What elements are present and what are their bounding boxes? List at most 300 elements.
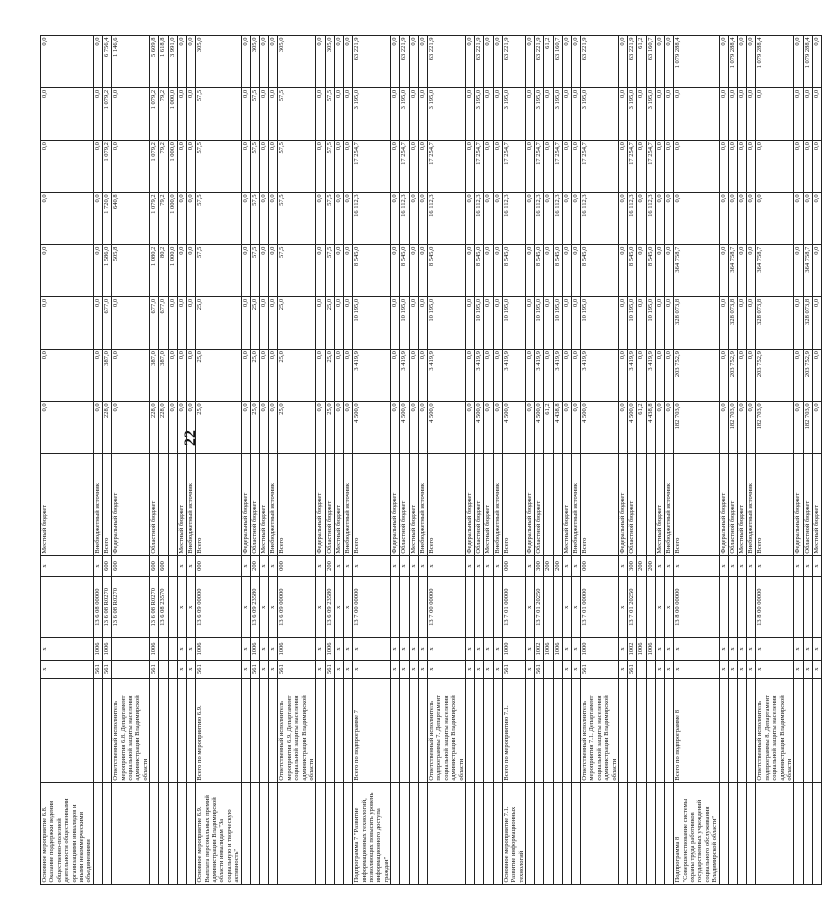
gr-code-cell (646, 660, 655, 678)
target-code-cell (41, 577, 94, 638)
responsible-cell (260, 678, 269, 783)
value-cell: 10 195,0 (353, 297, 391, 349)
value-cell: 0,0 (619, 245, 628, 297)
expense-type-cell: x (562, 556, 571, 577)
source-cell: Всего (502, 454, 525, 556)
source-cell: Федеральный бюджет (112, 454, 150, 556)
value-cell: 0,0 (93, 245, 102, 297)
event-cell (241, 783, 250, 885)
value-cell: 1 000,0 (168, 140, 177, 192)
value-cell: 0,0 (619, 192, 628, 244)
section-code-cell: 1006 (646, 638, 655, 660)
value-cell: 1 079,2 (150, 192, 159, 244)
value-cell: 0,0 (316, 349, 325, 401)
value-cell: 0,0 (465, 140, 474, 192)
value-cell: 5 609,8 (150, 36, 159, 88)
expense-type-cell: x (241, 556, 250, 577)
value-cell: 0,0 (41, 297, 94, 349)
source-cell: Всего (103, 454, 112, 556)
gr-code-cell: x (525, 660, 534, 678)
table-row (562, 36, 571, 885)
value-cell: 25,0 (278, 401, 316, 453)
gr-code-cell: x (177, 660, 186, 678)
value-cell: 0,0 (418, 245, 427, 297)
value-cell: 3 195,0 (353, 88, 391, 140)
value-cell: 0,0 (177, 192, 186, 244)
value-cell: 0,0 (187, 88, 196, 140)
gr-code-cell: x (334, 660, 343, 678)
event-cell (747, 783, 756, 885)
value-cell: 0,0 (812, 88, 821, 140)
expense-type-cell: 200 (646, 556, 655, 577)
gr-code-cell: x (665, 660, 674, 678)
gr-code-cell: x (619, 660, 628, 678)
value-cell: 0,0 (260, 140, 269, 192)
value-cell: 0,0 (794, 245, 803, 297)
value-cell: 1 000,0 (168, 88, 177, 140)
value-cell: 0,0 (177, 297, 186, 349)
gr-code-cell: x (316, 660, 325, 678)
gr-code-cell: 561 (196, 660, 241, 678)
value-cell: 364 758,7 (674, 245, 719, 297)
event-cell (562, 783, 571, 885)
value-cell: 0,0 (260, 401, 269, 453)
event-cell (269, 783, 278, 885)
value-cell: 328 073,8 (674, 297, 719, 349)
section-code-cell: x (409, 638, 418, 660)
value-cell: 0,0 (269, 192, 278, 244)
value-cell: 0,0 (391, 297, 400, 349)
value-cell: 182 703,0 (756, 401, 794, 453)
table-row (196, 36, 241, 885)
value-cell: 0,0 (738, 140, 747, 192)
event-cell (112, 783, 150, 885)
value-cell: 0,0 (465, 297, 474, 349)
value-cell: 61,2 (637, 36, 646, 88)
section-code-cell: x (719, 638, 728, 660)
value-cell: 0,0 (177, 36, 186, 88)
gr-code-cell: x (728, 660, 737, 678)
value-cell: 0,0 (719, 88, 728, 140)
expense-type-cell: x (728, 556, 737, 577)
value-cell: 0,0 (562, 349, 571, 401)
value-cell: 57,5 (278, 192, 316, 244)
target-code-cell: x (655, 577, 664, 638)
responsible-cell (400, 678, 409, 783)
responsible-cell: Всего по мероприятию 7.1. (502, 678, 525, 783)
value-cell: 3 195,0 (475, 88, 484, 140)
section-code-cell: x (747, 638, 756, 660)
value-cell: 0,0 (168, 401, 177, 453)
value-cell: 17 254,7 (535, 140, 544, 192)
table-row (803, 36, 812, 885)
value-cell: 0,0 (665, 36, 674, 88)
gr-code-cell: x (562, 660, 571, 678)
value-cell: 0,0 (747, 140, 756, 192)
value-cell: 0,0 (409, 88, 418, 140)
value-cell: 3 195,0 (628, 88, 637, 140)
target-code-cell: 13 7 01 20250 (535, 577, 544, 638)
expense-type-cell: x (187, 556, 196, 577)
value-cell: 0,0 (465, 401, 474, 453)
value-cell: 0,0 (177, 349, 186, 401)
section-code-cell: 1000 (581, 638, 619, 660)
table-row (187, 36, 196, 885)
expense-type-cell: x (475, 556, 484, 577)
value-cell: 0,0 (665, 192, 674, 244)
table-row (409, 36, 418, 885)
responsible-cell (637, 678, 646, 783)
value-cell: 0,0 (418, 36, 427, 88)
event-cell (150, 783, 159, 885)
value-cell: 0,0 (812, 297, 821, 349)
gr-code-cell: 561 (150, 660, 159, 678)
table-row (159, 36, 168, 885)
value-cell: 57,5 (196, 245, 241, 297)
expense-type-cell: x (269, 556, 278, 577)
value-cell: 0,0 (493, 245, 502, 297)
value-cell: 3 991,0 (168, 36, 177, 88)
value-cell: 8 545,0 (502, 245, 525, 297)
value-cell: 63 221,9 (353, 36, 391, 88)
value-cell: 0,0 (674, 140, 719, 192)
target-code-cell: x (316, 577, 325, 638)
table-row (812, 36, 821, 885)
value-cell: 0,0 (334, 401, 343, 453)
table-row (738, 36, 747, 885)
gr-code-cell: 561 (278, 660, 316, 678)
value-cell: 57,5 (325, 192, 334, 244)
value-cell: 4 438,8 (646, 401, 655, 453)
event-cell (803, 783, 812, 885)
source-cell (159, 454, 168, 556)
event-cell (719, 783, 728, 885)
responsible-cell (812, 678, 821, 783)
target-code-cell: 13 7 01 00000 (502, 577, 525, 638)
value-cell: 1 000,0 (168, 192, 177, 244)
responsible-cell (535, 678, 544, 783)
value-cell: 0,0 (493, 297, 502, 349)
expense-type-cell: x (334, 556, 343, 577)
value-cell: 25,0 (250, 401, 259, 453)
table-row (400, 36, 409, 885)
source-cell (646, 454, 655, 556)
target-code-cell: x (269, 577, 278, 638)
table-row (93, 36, 102, 885)
value-cell: 0,0 (794, 140, 803, 192)
section-code-cell: x (484, 638, 493, 660)
table-row (544, 36, 553, 885)
source-cell: Федеральный бюджет (465, 454, 474, 556)
value-cell: 16 112,3 (553, 192, 562, 244)
responsible-cell (41, 678, 94, 783)
value-cell: 0,0 (409, 36, 418, 88)
value-cell: 0,0 (41, 140, 94, 192)
value-cell: 0,0 (674, 192, 719, 244)
target-code-cell (794, 577, 803, 638)
value-cell: 0,0 (738, 192, 747, 244)
gr-code-cell: x (465, 660, 474, 678)
value-cell: 1 079 288,4 (756, 36, 794, 88)
value-cell: 0,0 (316, 297, 325, 349)
target-code-cell (747, 577, 756, 638)
value-cell: 4 500,0 (502, 401, 525, 453)
gr-code-cell: x (409, 660, 418, 678)
table-row (637, 36, 646, 885)
target-code-cell: 13 8 00 00000 (674, 577, 719, 638)
expense-type-cell: x (353, 556, 391, 577)
event-cell (728, 783, 737, 885)
gr-code-cell: 561 (628, 660, 637, 678)
responsible-cell: Ответственный исполнитель подпрограммы 7. Департамент социальной защиты населения администрации Владимирской области (427, 678, 465, 783)
value-cell: 0,0 (619, 297, 628, 349)
event-cell (571, 783, 580, 885)
source-cell: Всего (756, 454, 794, 556)
expense-type-cell: x (571, 556, 580, 577)
value-cell: 0,0 (187, 140, 196, 192)
target-code-cell (738, 577, 747, 638)
expense-type-cell: 000 (196, 556, 241, 577)
value-cell: 0,0 (418, 192, 427, 244)
value-cell: 0,0 (525, 140, 534, 192)
value-cell: 0,0 (484, 88, 493, 140)
expense-type-cell: 600 (150, 556, 159, 577)
value-cell: 0,0 (655, 140, 664, 192)
value-cell: 16 112,3 (646, 192, 655, 244)
responsible-cell (655, 678, 664, 783)
event-cell (581, 783, 619, 885)
expense-type-cell: x (343, 556, 352, 577)
responsible-cell (619, 678, 628, 783)
event-cell (637, 783, 646, 885)
section-code-cell: x (427, 638, 465, 660)
value-cell: 10 195,0 (502, 297, 525, 349)
value-cell: 0,0 (665, 140, 674, 192)
value-cell: 16 112,3 (502, 192, 525, 244)
value-cell: 364 758,7 (756, 245, 794, 297)
value-cell: 0,0 (794, 297, 803, 349)
value-cell: 0,0 (241, 401, 250, 453)
value-cell: 3 419,9 (646, 349, 655, 401)
value-cell: 8 545,0 (353, 245, 391, 297)
value-cell: 0,0 (803, 88, 812, 140)
value-cell: 16 112,3 (400, 192, 409, 244)
source-cell: Местный бюджет (334, 454, 343, 556)
target-code-cell: 13 6 08 R0270 (112, 577, 150, 638)
source-cell: Областной бюджет (325, 454, 334, 556)
value-cell: 203 752,9 (756, 349, 794, 401)
budget-table (40, 35, 822, 885)
source-cell: Областной бюджет (250, 454, 259, 556)
expense-type-cell: x (465, 556, 474, 577)
value-cell: 0,0 (112, 88, 150, 140)
value-cell: 0,0 (41, 245, 94, 297)
value-cell: 182 703,0 (674, 401, 719, 453)
responsible-cell (159, 678, 168, 783)
value-cell: 0,0 (637, 245, 646, 297)
value-cell: 1 618,8 (159, 36, 168, 88)
source-cell: Областной бюджет (400, 454, 409, 556)
target-code-cell (418, 577, 427, 638)
target-code-cell (391, 577, 400, 638)
target-code-cell (553, 577, 562, 638)
expense-type-cell: x (812, 556, 821, 577)
responsible-cell (562, 678, 571, 783)
value-cell: 0,0 (391, 88, 400, 140)
value-cell: 57,5 (325, 140, 334, 192)
value-cell: 0,0 (728, 192, 737, 244)
value-cell: 0,0 (409, 401, 418, 453)
value-cell: 16 112,3 (535, 192, 544, 244)
value-cell: 0,0 (334, 245, 343, 297)
source-cell: Местный бюджет (409, 454, 418, 556)
value-cell: 1 080,2 (150, 245, 159, 297)
table-row (674, 36, 719, 885)
expense-type-cell: x (674, 556, 719, 577)
value-cell: 0,0 (241, 192, 250, 244)
value-cell: 0,0 (637, 140, 646, 192)
gr-code-cell: x (41, 660, 94, 678)
gr-code-cell: x (747, 660, 756, 678)
value-cell: 0,0 (544, 297, 553, 349)
value-cell: 0,0 (316, 192, 325, 244)
target-code-cell: 13 6 09 00000 (278, 577, 316, 638)
value-cell: 0,0 (241, 36, 250, 88)
value-cell: 0,0 (756, 192, 794, 244)
source-cell: Внебюджетный источник (187, 454, 196, 556)
value-cell: 63 221,9 (502, 36, 525, 88)
value-cell: 0,0 (484, 192, 493, 244)
value-cell: 0,0 (269, 140, 278, 192)
responsible-cell (738, 678, 747, 783)
table-row (150, 36, 159, 885)
expense-type-cell: 200 (637, 556, 646, 577)
event-cell (325, 783, 334, 885)
event-cell (493, 783, 502, 885)
value-cell: 1 079,2 (103, 140, 112, 192)
table-row (391, 36, 400, 885)
value-cell: 10 195,0 (553, 297, 562, 349)
value-cell: 17 254,7 (646, 140, 655, 192)
expense-type-cell: x (525, 556, 534, 577)
value-cell: 0,0 (525, 401, 534, 453)
value-cell: 0,0 (665, 245, 674, 297)
table-row (646, 36, 655, 885)
value-cell: 0,0 (409, 245, 418, 297)
value-cell: 17 254,7 (553, 140, 562, 192)
expense-type-cell: x (400, 556, 409, 577)
event-cell (465, 783, 474, 885)
value-cell: 80,2 (159, 245, 168, 297)
value-cell: 57,5 (325, 245, 334, 297)
value-cell: 203 752,9 (674, 349, 719, 401)
responsible-cell (241, 678, 250, 783)
table-row (278, 36, 316, 885)
value-cell: 0,0 (655, 88, 664, 140)
section-code-cell: x (674, 638, 719, 660)
responsible-cell (571, 678, 580, 783)
table-row (619, 36, 628, 885)
value-cell: 0,0 (316, 401, 325, 453)
value-cell: 63 221,9 (628, 36, 637, 88)
value-cell: 16 112,3 (581, 192, 619, 244)
table-row (427, 36, 465, 885)
value-cell: 0,0 (391, 36, 400, 88)
value-cell: 0,0 (747, 245, 756, 297)
value-cell: 57,5 (196, 88, 241, 140)
value-cell: 228,0 (150, 401, 159, 453)
table-row (316, 36, 325, 885)
source-cell: Внебюджетный источник (269, 454, 278, 556)
value-cell: 0,0 (484, 349, 493, 401)
value-cell: 228,0 (159, 401, 168, 453)
gr-code-cell (159, 660, 168, 678)
value-cell: 3 419,9 (502, 349, 525, 401)
target-code-cell: 13 6 09 00000 (196, 577, 241, 638)
value-cell: 364 758,7 (803, 245, 812, 297)
table-row (112, 36, 150, 885)
gr-code-cell: 561 (502, 660, 525, 678)
source-cell: Местный бюджет (41, 454, 94, 556)
value-cell: 16 112,3 (353, 192, 391, 244)
value-cell: 387,0 (103, 349, 112, 401)
target-code-cell (493, 577, 502, 638)
target-code-cell (719, 577, 728, 638)
section-code-cell: x (571, 638, 580, 660)
event-cell (316, 783, 325, 885)
value-cell: 0,0 (269, 401, 278, 453)
section-code-cell: x (187, 638, 196, 660)
value-cell: 305,0 (325, 36, 334, 88)
value-cell: 0,0 (747, 192, 756, 244)
section-code-cell: x (316, 638, 325, 660)
gr-code-cell: x (343, 660, 352, 678)
value-cell: 3 419,9 (553, 349, 562, 401)
expense-type-cell: 200 (553, 556, 562, 577)
value-cell: 0,0 (112, 401, 150, 453)
table-row (719, 36, 728, 885)
responsible-cell (168, 678, 177, 783)
table-row (628, 36, 637, 885)
responsible-cell (187, 678, 196, 783)
table-row (756, 36, 794, 885)
value-cell: 0,0 (794, 192, 803, 244)
value-cell: 0,0 (812, 349, 821, 401)
table-row (553, 36, 562, 885)
section-code-cell: x (41, 638, 94, 660)
value-cell: 0,0 (112, 140, 150, 192)
gr-code-cell: 561 (103, 660, 112, 678)
value-cell: 8 545,0 (553, 245, 562, 297)
event-cell: Подпрограмма 8 "Совершенствование системы охраны труда работников государственных учреждений социального обслуживания Владимирской области" (674, 783, 719, 885)
section-code-cell: 1006 (103, 638, 112, 660)
source-cell: Всего (581, 454, 619, 556)
expense-type-cell: x (93, 556, 102, 577)
value-cell: 0,0 (93, 401, 102, 453)
value-cell: 3 419,9 (475, 349, 484, 401)
value-cell: 25,0 (250, 297, 259, 349)
section-code-cell: 1006 (637, 638, 646, 660)
value-cell: 10 195,0 (581, 297, 619, 349)
expense-type-cell: x (177, 556, 186, 577)
gr-code-cell: x (803, 660, 812, 678)
value-cell: 4 500,0 (427, 401, 465, 453)
value-cell: 3 419,9 (353, 349, 391, 401)
value-cell: 0,0 (719, 192, 728, 244)
value-cell: 25,0 (278, 349, 316, 401)
value-cell: 0,0 (728, 88, 737, 140)
event-cell (260, 783, 269, 885)
